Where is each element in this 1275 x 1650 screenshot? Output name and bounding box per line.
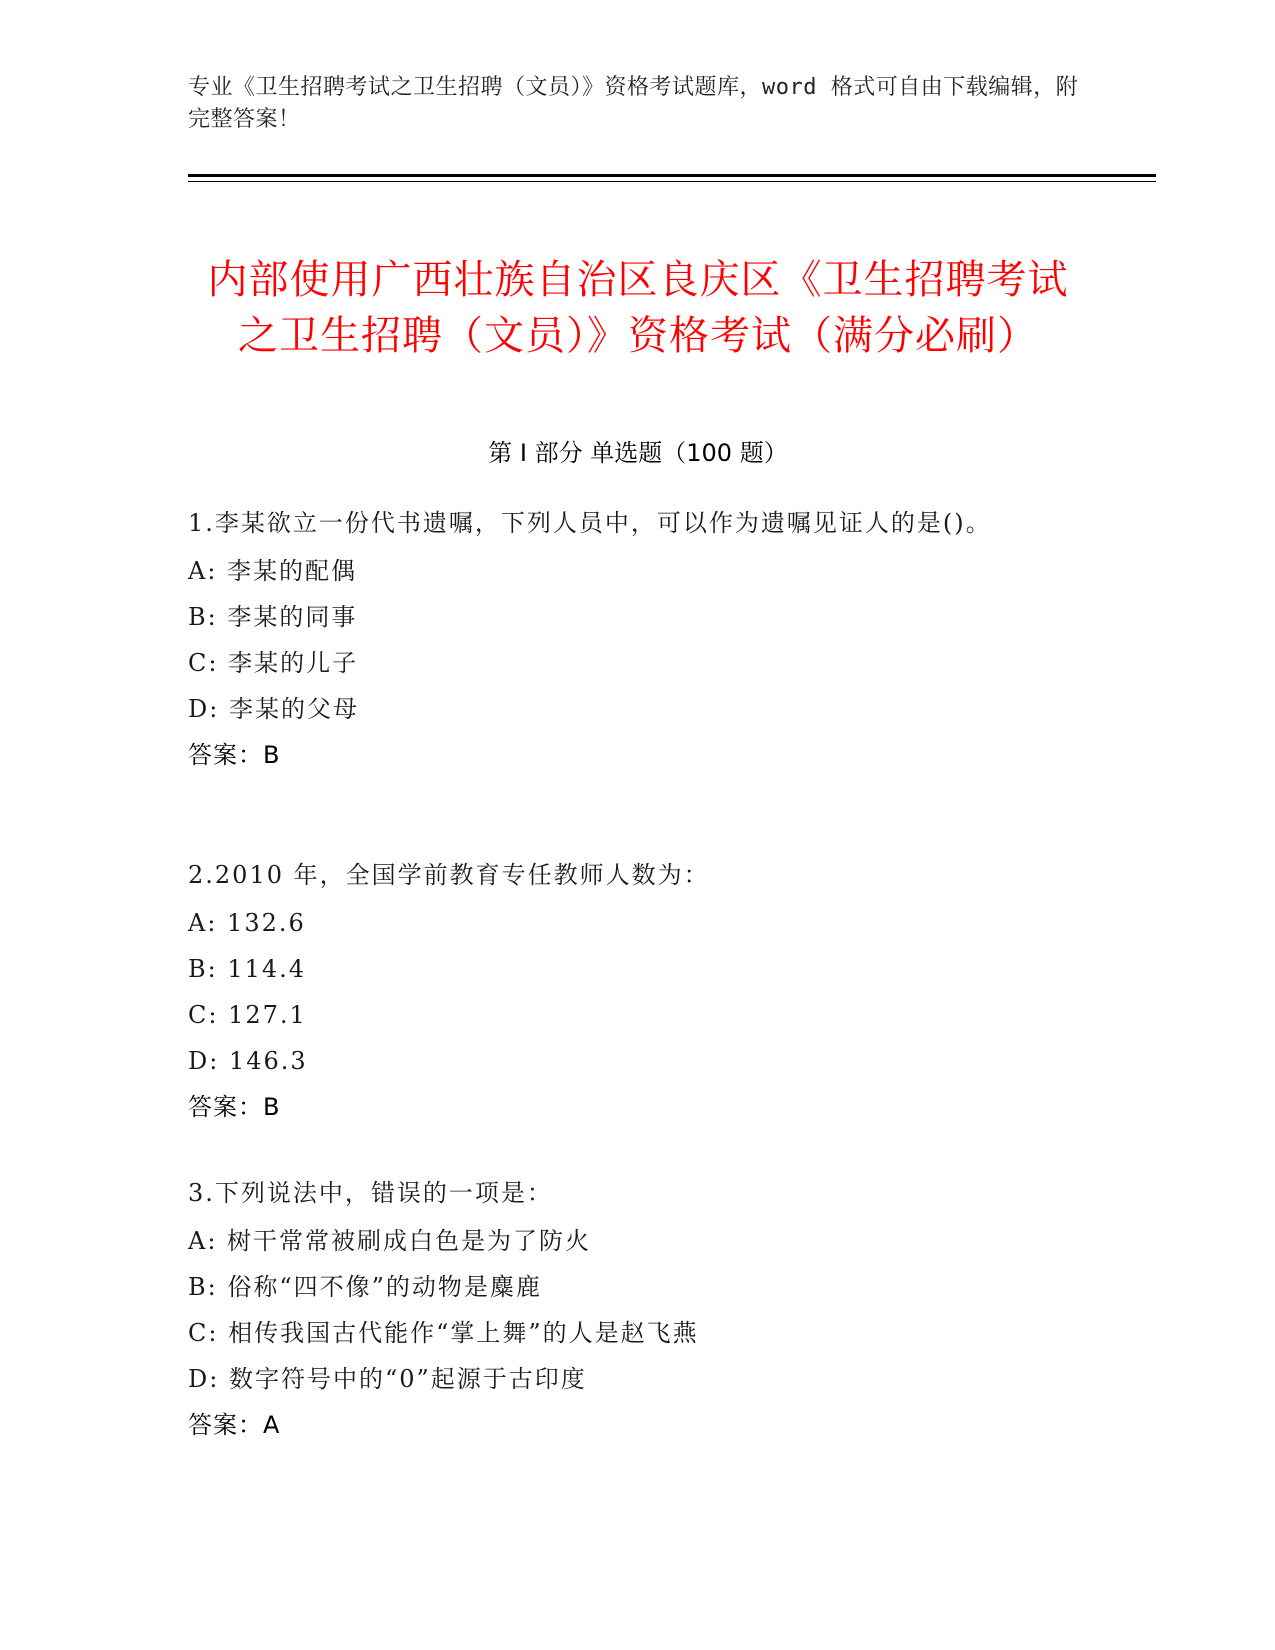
- header-rule-thick: [188, 174, 1156, 177]
- section-heading: 第 I 部分 单选题（100 题）: [488, 439, 788, 467]
- question-1: [188, 498, 1068, 778]
- question-stem: 2.2010 年，全国学前教育专任教师人数为：: [188, 861, 710, 889]
- option-d: D: 数字符号中的“0”起源于古印度: [188, 1365, 587, 1393]
- answer-line: 答案：A: [188, 1411, 281, 1439]
- option-b: B: 李某的同事: [188, 603, 358, 631]
- option-c: C: 相传我国古代能作“掌上舞”的人是赵飞燕: [188, 1319, 699, 1347]
- question-3: [188, 1168, 1068, 1448]
- option-b: B: 114.4: [188, 955, 307, 983]
- header-note: 专业《卫生招聘考试之卫生招聘（文员）》资格考试题库，word 格式可自由下载编辑，附完整答案！: [188, 75, 1079, 132]
- answer-line: 答案：B: [188, 741, 281, 769]
- header-rule-thin: [188, 181, 1156, 182]
- document-title: 内部使用广西壮族自治区良庆区《卫生招聘考试之卫生招聘（文员）》资格考试（满分必刷）: [207, 256, 1069, 359]
- option-a: A: 132.6: [188, 909, 306, 937]
- answer-line: 答案：B: [188, 1093, 281, 1121]
- option-b: B: 俗称“四不像”的动物是麋鹿: [188, 1273, 542, 1301]
- question-stem: 3.下列说法中，错误的一项是：: [188, 1179, 553, 1207]
- option-d: D: 李某的父母: [188, 695, 359, 723]
- option-a: A: 李某的配偶: [188, 557, 358, 585]
- option-c: C: 127.1: [188, 1001, 307, 1029]
- question-2: [188, 850, 1068, 1130]
- option-d: D: 146.3: [188, 1047, 308, 1075]
- option-c: C: 李某的儿子: [188, 649, 359, 677]
- question-stem: 1.李某欲立一份代书遗嘱，下列人员中，可以作为遗嘱见证人的是()。: [188, 509, 992, 537]
- option-a: A: 树干常常被刷成白色是为了防火: [188, 1227, 592, 1255]
